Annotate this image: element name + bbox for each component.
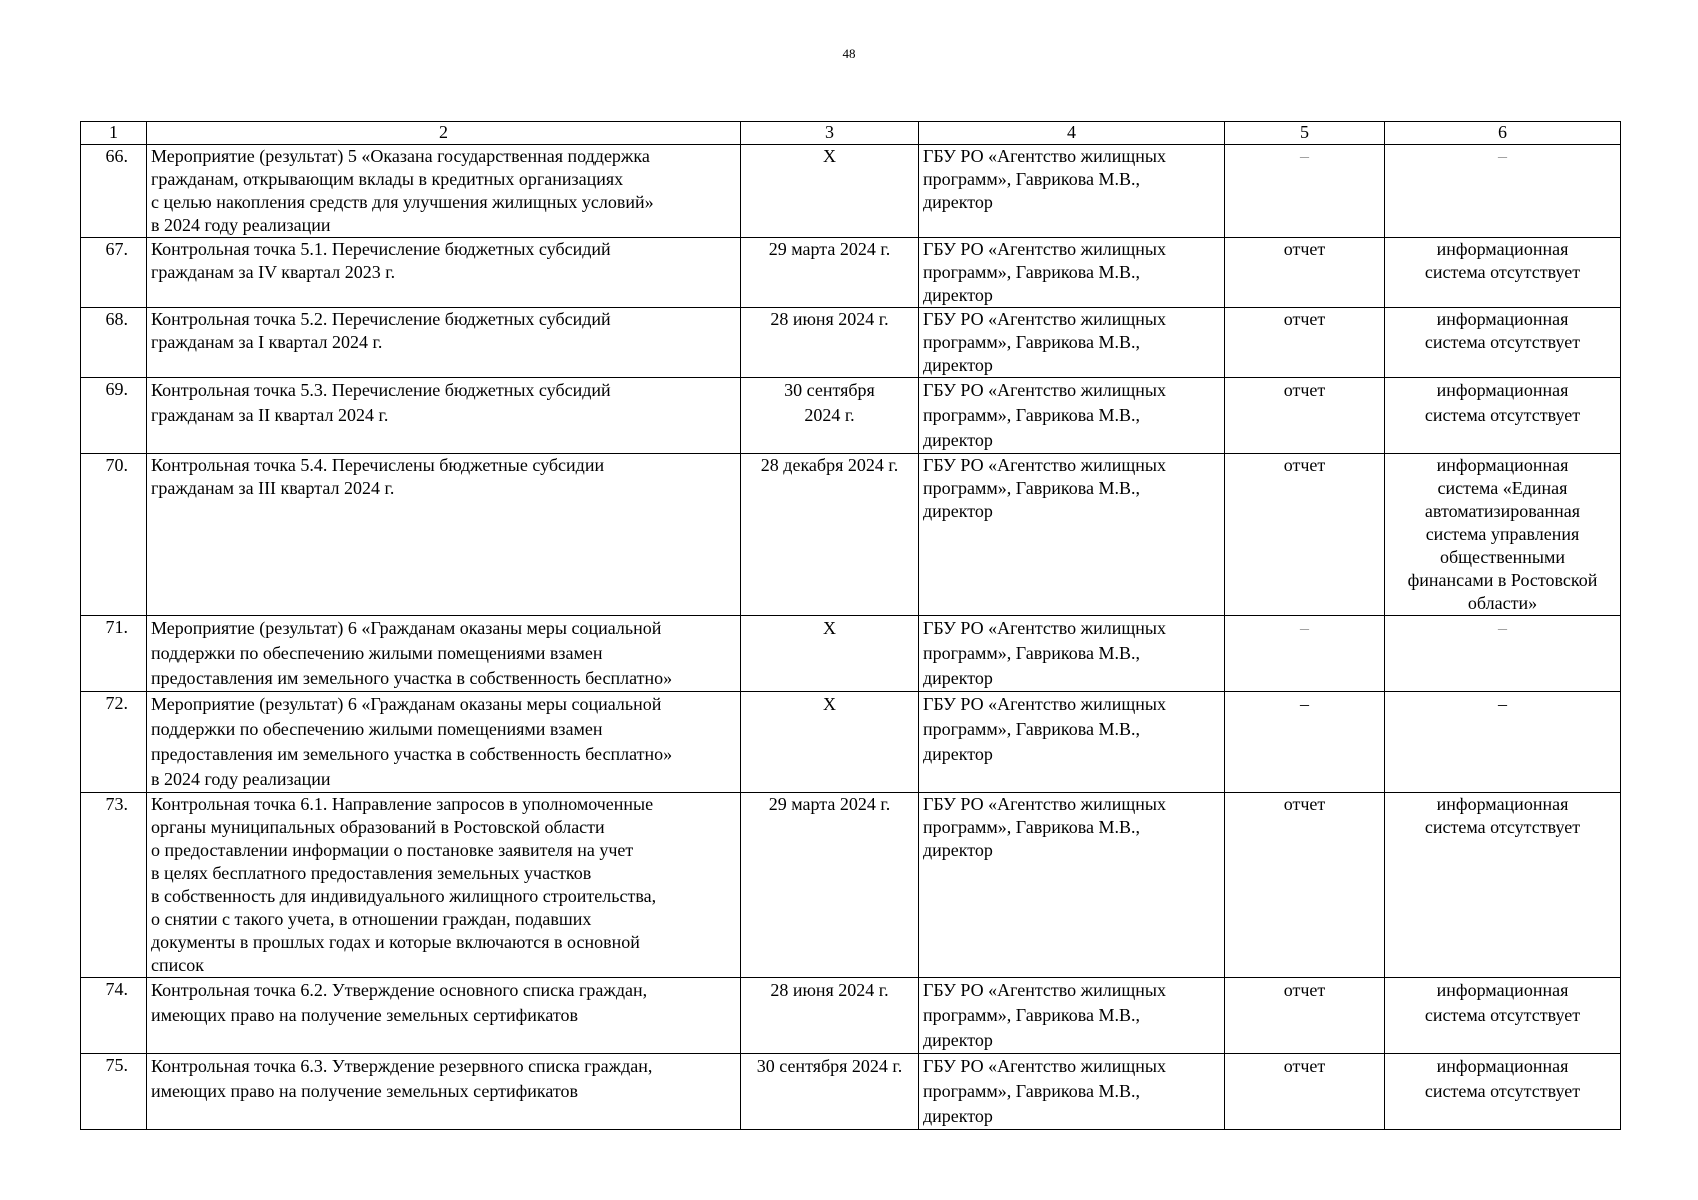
table-row [81, 378, 1621, 454]
date-cell [741, 145, 919, 238]
info-system-cell [1385, 978, 1621, 1054]
info-system-cell [1385, 145, 1621, 238]
table-row [81, 793, 1621, 978]
system-line: информационная [1436, 980, 1569, 1000]
header-row [81, 122, 1621, 145]
event-cell [147, 238, 741, 308]
responsible-line: директор [923, 668, 993, 688]
responsible-line: директор [923, 1106, 993, 1126]
responsible-line: ГБУ РО «Агентство жилищных [923, 239, 1166, 259]
row-number-cell: 70. [81, 454, 147, 616]
row-number-cell: 67. [81, 238, 147, 308]
event-cell [147, 308, 741, 378]
row-number-cell: 66. [81, 145, 147, 238]
table-row [81, 692, 1621, 793]
system-line: – [1498, 694, 1507, 714]
event-cell [147, 978, 741, 1054]
doc-value: – [1300, 618, 1309, 638]
document-type-cell [1225, 145, 1385, 238]
event-line: поддержки по обеспечению жилыми помещениями взамен [151, 719, 603, 739]
document-type-cell [1225, 308, 1385, 378]
date-line: 29 марта 2024 г. [768, 794, 891, 814]
table-row [81, 145, 1621, 238]
system-line: информационная [1436, 380, 1569, 400]
date-cell [741, 1054, 919, 1130]
table-row [81, 454, 1621, 616]
info-system-cell [1385, 238, 1621, 308]
responsible-line: ГБУ РО «Агентство жилищных [923, 1056, 1166, 1076]
doc-value: отчет [1283, 309, 1326, 329]
responsible-line: директор [923, 840, 993, 860]
event-cell [147, 378, 741, 454]
doc-value: отчет [1283, 980, 1326, 1000]
document-type-cell [1225, 692, 1385, 793]
event-line: предоставления им земельного участка в собственность бесплатно» [151, 668, 673, 688]
responsible-cell [919, 1054, 1225, 1130]
date-line: 28 июня 2024 г. [770, 309, 889, 329]
responsible-cell [919, 145, 1225, 238]
date-cell [741, 378, 919, 454]
responsible-line: программ», Гаврикова М.В., [923, 643, 1140, 663]
event-line: Мероприятие (результат) 6 «Гражданам оказаны меры социальной [151, 618, 662, 638]
responsible-line: директор [923, 744, 993, 764]
system-line: информационная [1436, 794, 1569, 814]
system-line: – [1498, 618, 1507, 638]
info-system-cell [1385, 616, 1621, 692]
event-line: гражданам за II квартал 2024 г. [151, 405, 389, 425]
system-line: финансами в Ростовской [1407, 570, 1598, 590]
document-type-cell [1225, 378, 1385, 454]
date-line: X [823, 146, 836, 166]
responsible-line: ГБУ РО «Агентство жилищных [923, 146, 1166, 166]
row-number-cell: 69. [81, 378, 147, 454]
responsible-cell [919, 308, 1225, 378]
document-type-cell [1225, 793, 1385, 978]
header-cell-2: 2 [147, 122, 741, 145]
system-line: система отсутствует [1424, 817, 1581, 837]
responsible-cell [919, 793, 1225, 978]
responsible-cell [919, 238, 1225, 308]
responsible-line: ГБУ РО «Агентство жилищных [923, 980, 1166, 1000]
date-line: X [823, 618, 836, 638]
event-line: список [151, 955, 204, 975]
responsible-cell [919, 454, 1225, 616]
responsible-cell [919, 378, 1225, 454]
responsible-line: ГБУ РО «Агентство жилищных [923, 794, 1166, 814]
date-cell [741, 238, 919, 308]
system-line: – [1498, 146, 1507, 166]
date-cell [741, 793, 919, 978]
event-line: гражданам, открывающим вклады в кредитных организациях [151, 169, 624, 189]
doc-value: отчет [1283, 1056, 1326, 1076]
system-line: система отсутствует [1424, 405, 1581, 425]
system-line: общественными [1439, 547, 1566, 567]
event-line: имеющих право на получение земельных сертификатов [151, 1081, 579, 1101]
event-line: в 2024 году реализации [151, 215, 331, 235]
header-cell-6: 6 [1385, 122, 1621, 145]
row-number-cell: 73. [81, 793, 147, 978]
responsible-line: программ», Гаврикова М.В., [923, 719, 1140, 739]
event-line: с целью накопления средств для улучшения жилищных условий» [151, 192, 654, 212]
date-cell [741, 978, 919, 1054]
system-line: система отсутствует [1424, 1081, 1581, 1101]
page-number: 48 [842, 46, 856, 61]
row-number-cell: 68. [81, 308, 147, 378]
event-line: гражданам за III квартал 2024 г. [151, 478, 395, 498]
document-type-cell [1225, 238, 1385, 308]
responsible-line: директор [923, 501, 993, 521]
responsible-line: ГБУ РО «Агентство жилищных [923, 694, 1166, 714]
table-row [81, 308, 1621, 378]
responsible-cell [919, 978, 1225, 1054]
event-line: в собственность для индивидуального жилищного строительства, [151, 886, 657, 906]
system-line: информационная [1436, 309, 1569, 329]
responsible-line: программ», Гаврикова М.В., [923, 817, 1140, 837]
row-number-cell: 72. [81, 692, 147, 793]
event-line: Контрольная точка 6.2. Утверждение основного списка граждан, [151, 980, 648, 1000]
date-line: 29 марта 2024 г. [768, 239, 891, 259]
responsible-line: директор [923, 355, 993, 375]
responsible-line: программ», Гаврикова М.В., [923, 478, 1140, 498]
event-line: гражданам за I квартал 2024 г. [151, 332, 383, 352]
doc-value: отчет [1283, 794, 1326, 814]
header-cell-4: 4 [919, 122, 1225, 145]
responsible-line: программ», Гаврикова М.В., [923, 1081, 1140, 1101]
event-line: о предоставлении информации о постановке заявителя на учет [151, 840, 634, 860]
event-line: Контрольная точка 6.3. Утверждение резервного списка граждан, [151, 1056, 653, 1076]
system-line: система отсутствует [1424, 1005, 1581, 1025]
responsible-line: программ», Гаврикова М.В., [923, 169, 1140, 189]
event-line: Контрольная точка 5.2. Перечисление бюджетных субсидий [151, 309, 611, 329]
info-system-cell [1385, 378, 1621, 454]
event-line: гражданам за IV квартал 2023 г. [151, 262, 396, 282]
date-line: 2024 г. [804, 405, 855, 425]
responsible-line: директор [923, 285, 993, 305]
date-line: 28 июня 2024 г. [770, 980, 889, 1000]
doc-value: отчет [1283, 455, 1326, 475]
system-line: информационная [1436, 239, 1569, 259]
document-type-cell [1225, 978, 1385, 1054]
event-cell [147, 692, 741, 793]
event-line: имеющих право на получение земельных сертификатов [151, 1005, 579, 1025]
document-type-cell [1225, 1054, 1385, 1130]
event-line: Контрольная точка 5.3. Перечисление бюджетных субсидий [151, 380, 611, 400]
table-row [81, 978, 1621, 1054]
event-line: Мероприятие (результат) 5 «Оказана государственная поддержка [151, 146, 650, 166]
event-line: в 2024 году реализации [151, 769, 331, 789]
system-line: автоматизированная [1424, 501, 1581, 521]
row-number-cell: 71. [81, 616, 147, 692]
doc-value: отчет [1283, 239, 1326, 259]
event-cell [147, 793, 741, 978]
date-line: 30 сентября [784, 380, 875, 400]
header-cell-3: 3 [741, 122, 919, 145]
date-cell [741, 454, 919, 616]
info-system-cell [1385, 308, 1621, 378]
responsible-cell [919, 616, 1225, 692]
event-line: предоставления им земельного участка в собственность бесплатно» [151, 744, 673, 764]
info-system-cell [1385, 1054, 1621, 1130]
doc-value: – [1300, 146, 1309, 166]
system-line: информационная [1436, 455, 1569, 475]
system-line: система «Единая [1437, 478, 1568, 498]
header-cell-1: 1 [81, 122, 147, 145]
row-number-cell: 75. [81, 1054, 147, 1130]
event-line: поддержки по обеспечению жилыми помещениями взамен [151, 643, 603, 663]
info-system-cell [1385, 454, 1621, 616]
responsible-cell [919, 692, 1225, 793]
table-row [81, 1054, 1621, 1130]
responsible-line: директор [923, 430, 993, 450]
system-line: система управления [1425, 524, 1580, 544]
event-line: Контрольная точка 5.1. Перечисление бюджетных субсидий [151, 239, 611, 259]
date-cell [741, 692, 919, 793]
table-row [81, 616, 1621, 692]
date-line: X [823, 694, 836, 714]
date-cell [741, 616, 919, 692]
system-line: информационная [1436, 1056, 1569, 1076]
info-system-cell [1385, 793, 1621, 978]
header-cell-5: 5 [1225, 122, 1385, 145]
event-cell [147, 616, 741, 692]
system-line: система отсутствует [1424, 262, 1581, 282]
event-line: Контрольная точка 5.4. Перечислены бюджетные субсидии [151, 455, 605, 475]
event-cell [147, 1054, 741, 1130]
system-line: области» [1467, 593, 1538, 613]
control-points-table [80, 121, 1621, 1130]
document-type-cell [1225, 616, 1385, 692]
event-line: в целях бесплатного предоставления земельных участков [151, 863, 592, 883]
event-cell [147, 145, 741, 238]
event-line: Мероприятие (результат) 6 «Гражданам оказаны меры социальной [151, 694, 662, 714]
event-line: о снятии с такого учета, в отношении граждан, подавших [151, 909, 592, 929]
responsible-line: ГБУ РО «Агентство жилищных [923, 455, 1166, 475]
responsible-line: программ», Гаврикова М.В., [923, 405, 1140, 425]
responsible-line: программ», Гаврикова М.В., [923, 262, 1140, 282]
system-line: система отсутствует [1424, 332, 1581, 352]
date-line: 30 сентября 2024 г. [756, 1056, 903, 1076]
event-line: органы муниципальных образований в Ростовской области [151, 817, 605, 837]
table-row [81, 238, 1621, 308]
document-type-cell [1225, 454, 1385, 616]
date-cell [741, 308, 919, 378]
event-cell [147, 454, 741, 616]
responsible-line: ГБУ РО «Агентство жилищных [923, 380, 1166, 400]
row-number-cell: 74. [81, 978, 147, 1054]
event-line: Контрольная точка 6.1. Направление запросов в уполномоченные [151, 794, 654, 814]
responsible-line: программ», Гаврикова М.В., [923, 1005, 1140, 1025]
date-line: 28 декабря 2024 г. [760, 455, 899, 475]
event-line: документы в прошлых годах и которые включаются в основной [151, 932, 640, 952]
info-system-cell [1385, 692, 1621, 793]
doc-value: отчет [1283, 380, 1326, 400]
responsible-line: директор [923, 192, 993, 212]
doc-value: – [1300, 694, 1309, 714]
responsible-line: программ», Гаврикова М.В., [923, 332, 1140, 352]
responsible-line: ГБУ РО «Агентство жилищных [923, 309, 1166, 329]
responsible-line: ГБУ РО «Агентство жилищных [923, 618, 1166, 638]
responsible-line: директор [923, 1030, 993, 1050]
